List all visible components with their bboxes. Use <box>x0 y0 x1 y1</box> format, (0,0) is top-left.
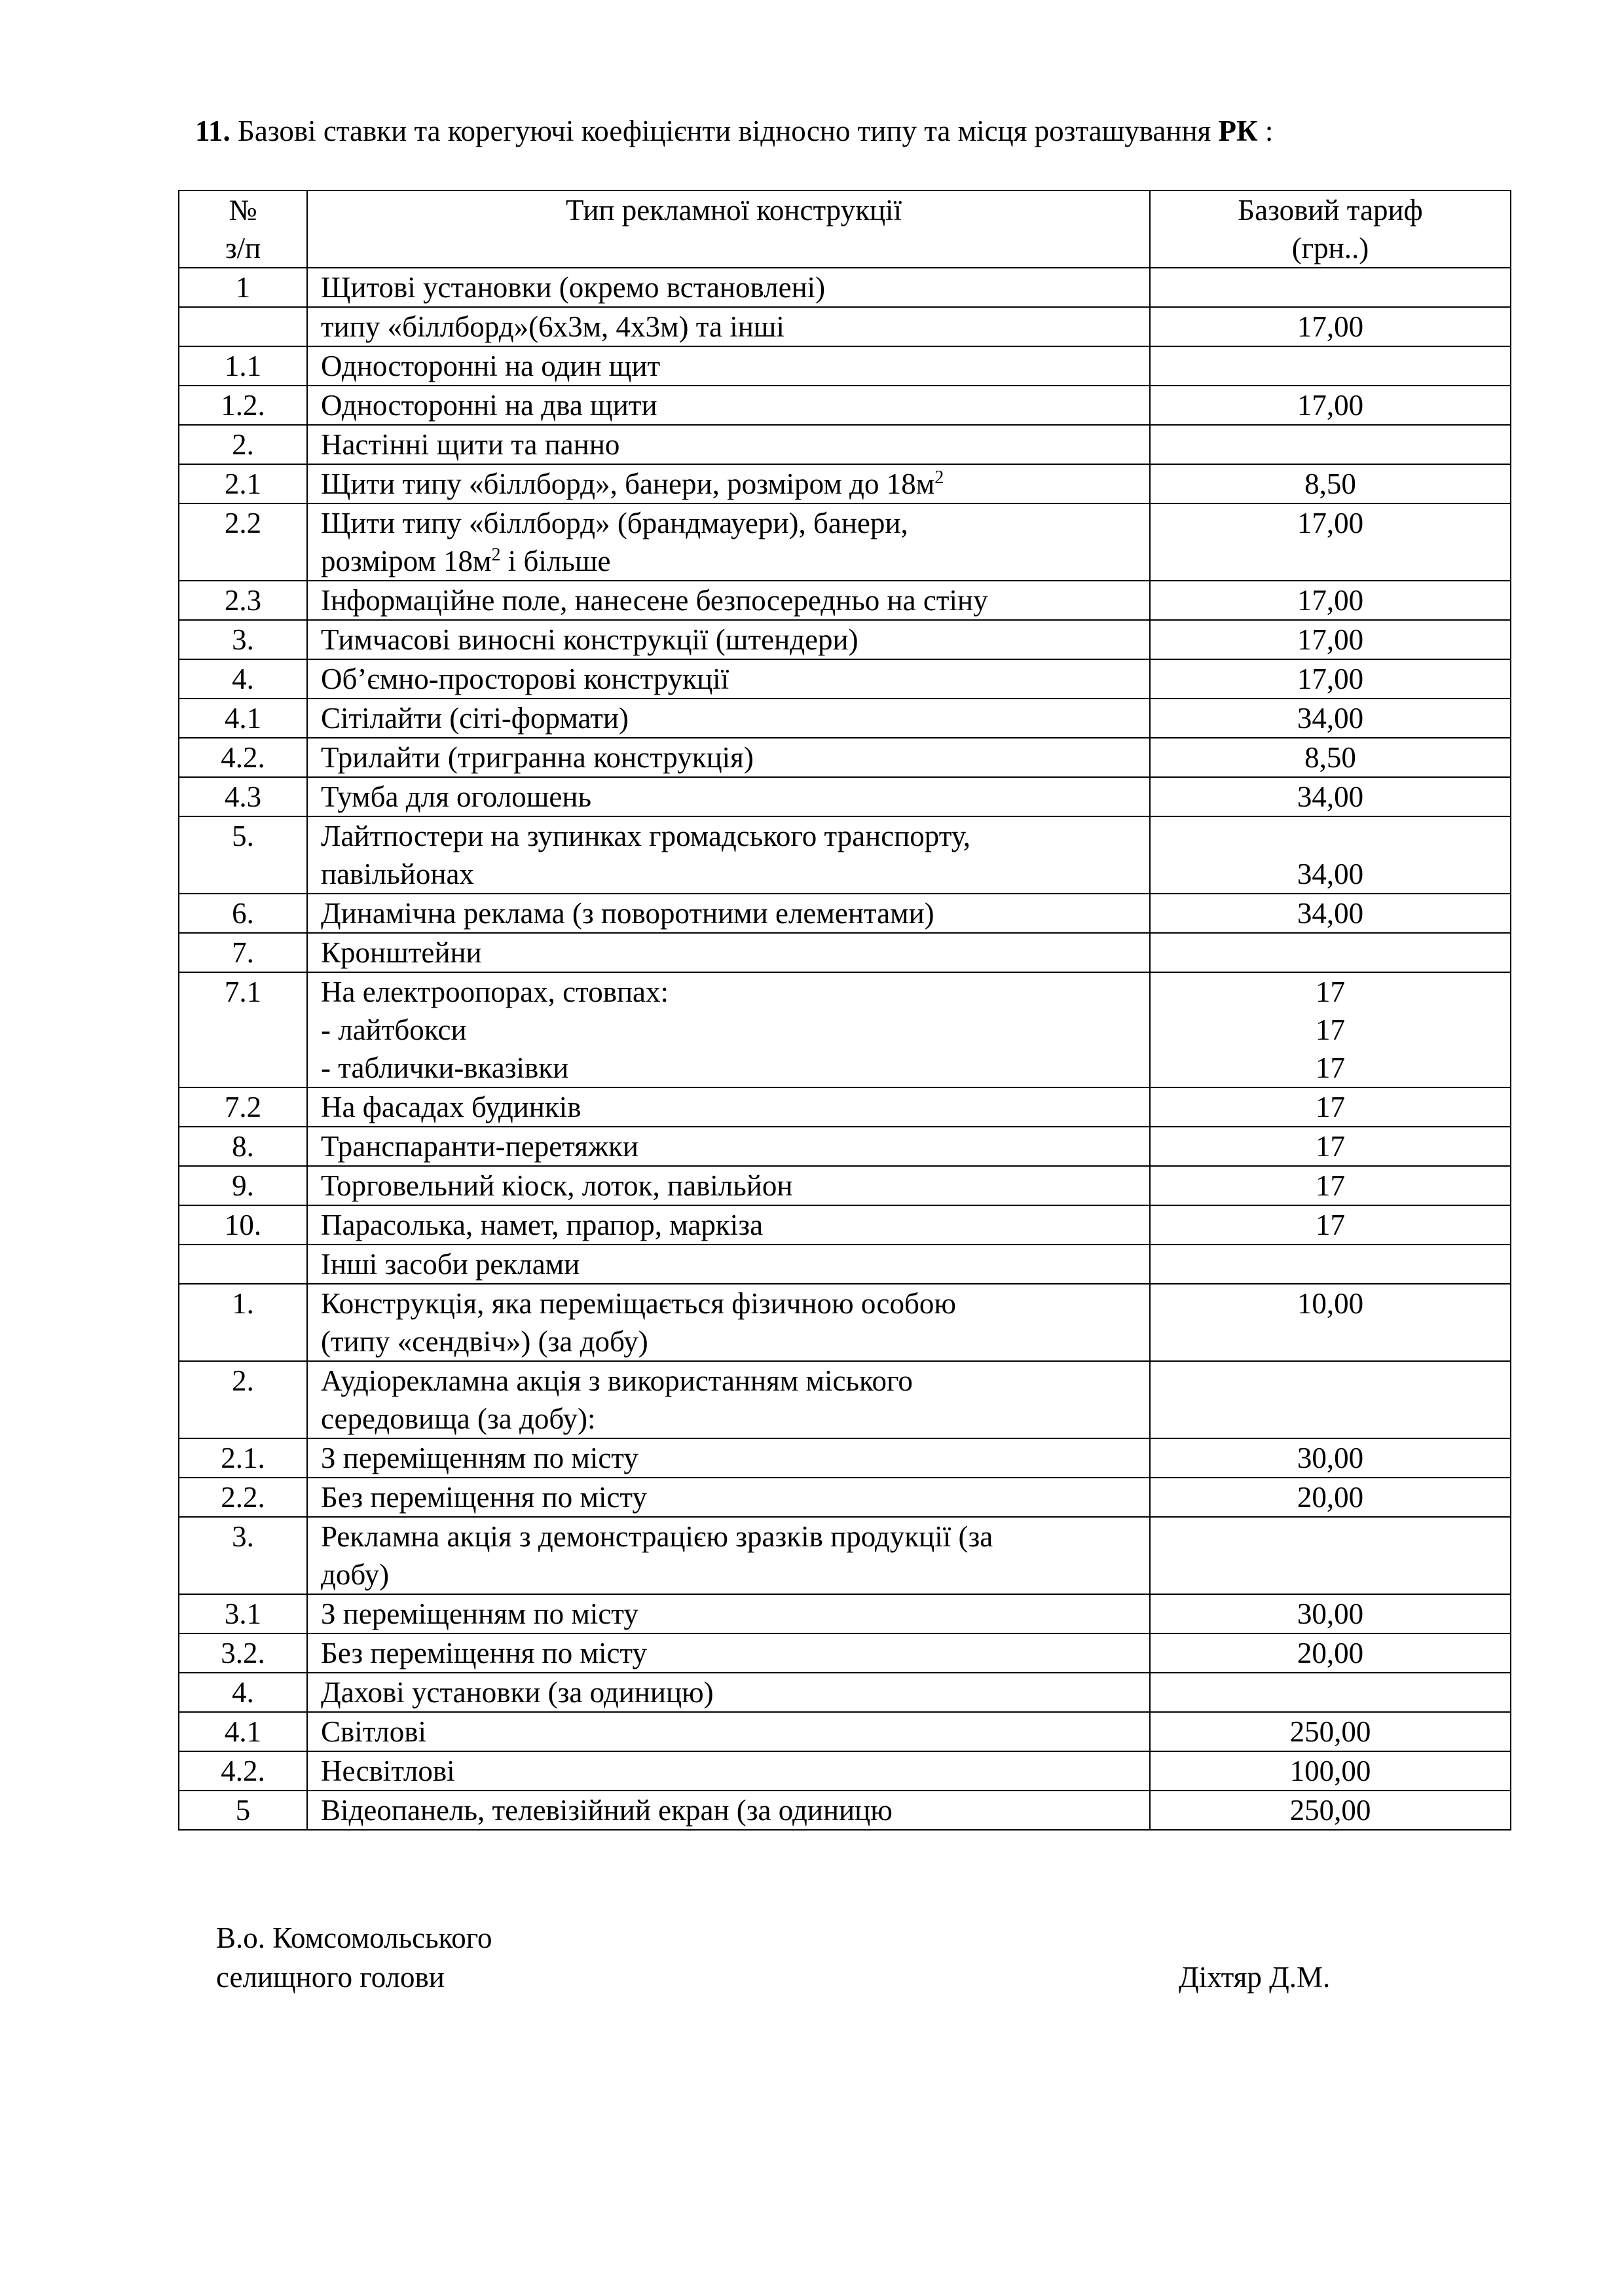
row-rate-value: 17 <box>1316 975 1345 1008</box>
table-row <box>179 386 1511 425</box>
row-type-line <box>321 386 1147 424</box>
table-row <box>179 1087 1511 1127</box>
table-row <box>179 659 1511 699</box>
row-type-line <box>321 1713 1147 1751</box>
row-rate-value: 17,00 <box>1297 507 1364 539</box>
row-type-text: Світлові <box>321 1715 427 1748</box>
signature-title-line1: В.о. Комсомольського <box>216 1922 492 1954</box>
row-type-line <box>321 1362 1147 1400</box>
row-type-line <box>321 738 1147 776</box>
row-type-line <box>321 1167 1147 1205</box>
row-rate <box>1150 1791 1511 1830</box>
row-rate-value: 17 <box>1316 1013 1345 1046</box>
row-type <box>307 1205 1150 1245</box>
row-type-line <box>321 1556 1147 1594</box>
table-row <box>179 816 1511 894</box>
row-type-line <box>321 1206 1147 1244</box>
row-type <box>307 1087 1150 1127</box>
row-type <box>307 503 1150 581</box>
superscript: 2 <box>934 467 944 488</box>
table-row <box>179 503 1511 581</box>
row-rate-value: 17 <box>1316 1051 1345 1084</box>
row-number: 4.1 <box>179 1712 307 1751</box>
row-type-line <box>321 1439 1147 1477</box>
row-type-text: розміром 18м <box>321 545 492 577</box>
row-rate-value: 30,00 <box>1297 1597 1364 1630</box>
row-type-text: Тимчасові виносні конструкції (штендери) <box>321 623 858 656</box>
row-type <box>307 1245 1150 1284</box>
row-type-text: Конструкція, яка переміщається фізичною особою <box>321 1287 956 1320</box>
row-type-text: Дахові установки (за одиницю) <box>321 1676 714 1709</box>
row-type-text: добу) <box>321 1558 390 1591</box>
row-rate <box>1150 1633 1511 1673</box>
table-row <box>179 620 1511 659</box>
header-num-line2: з/п <box>225 232 261 264</box>
heading-text: Базові ставки та корегуючі коефіцієнти відносно типу та місця розташування <box>230 115 1219 147</box>
table-row <box>179 1517 1511 1594</box>
row-rate <box>1150 777 1511 816</box>
row-type-text: Парасолька, намет, прапор, маркіза <box>321 1209 764 1241</box>
row-type-line <box>321 973 1147 1011</box>
row-number: 2.2. <box>179 1478 307 1517</box>
row-rate <box>1150 738 1511 777</box>
row-number: 1.1 <box>179 346 307 386</box>
table-body <box>179 268 1511 1830</box>
row-type-text: Щитові установки (окремо встановлені) <box>321 271 826 304</box>
row-rate <box>1150 503 1511 581</box>
row-rate <box>1150 1712 1511 1751</box>
row-number: 3. <box>179 620 307 659</box>
row-rate-value: 20,00 <box>1297 1637 1364 1669</box>
header-type: Тип рекламної конструкції <box>307 191 1150 268</box>
row-rate <box>1150 1127 1511 1166</box>
row-rate-value: 34,00 <box>1297 858 1364 890</box>
table-row <box>179 1791 1511 1830</box>
row-number: 4.2. <box>179 1751 307 1791</box>
signature-name: Діхтяр Д.М. <box>1179 1961 1331 1994</box>
row-number: 9. <box>179 1166 307 1205</box>
header-num-line1: № <box>229 194 257 227</box>
row-type-text: Односторонні на один щит <box>321 350 661 382</box>
row-rate <box>1150 1478 1511 1517</box>
row-type-text: Тумба для оголошень <box>321 780 591 813</box>
row-type <box>307 816 1150 894</box>
row-type-text: Щити типу «біллборд», банери, розміром до 18м <box>321 467 935 500</box>
row-type-text: З переміщенням по місту <box>321 1442 638 1474</box>
row-type-line <box>321 778 1147 816</box>
row-type-text: На фасадах будинків <box>321 1091 581 1123</box>
row-type-line <box>321 465 1147 503</box>
row-rate-value: 250,00 <box>1289 1794 1371 1827</box>
row-rate <box>1150 1087 1511 1127</box>
row-type <box>307 425 1150 464</box>
table-row <box>179 894 1511 933</box>
row-type-text: - лайтбокси <box>321 1013 467 1046</box>
row-type-line <box>321 1752 1147 1790</box>
row-type-text: середовища (за добу): <box>321 1402 596 1435</box>
table-row <box>179 738 1511 777</box>
row-rate-value: 20,00 <box>1297 1481 1364 1514</box>
table-row <box>179 1205 1511 1245</box>
row-type-text: Інформаційне поле, нанесене безпосередньо на стіну <box>321 584 988 617</box>
row-type <box>307 777 1150 816</box>
row-type-text: Несвітлові <box>321 1755 455 1787</box>
row-type-text: типу «біллборд»(6х3м, 4х3м) та інші <box>321 310 784 343</box>
table-row <box>179 933 1511 972</box>
signature-block <box>216 1918 492 1997</box>
row-type <box>307 346 1150 386</box>
table-row <box>179 777 1511 816</box>
row-type-line <box>321 1518 1147 1556</box>
row-type-line <box>321 542 1147 580</box>
row-type <box>307 464 1150 503</box>
table-row <box>179 1673 1511 1712</box>
signature-title-line2: селищного голови <box>216 1961 445 1994</box>
row-number: 1. <box>179 1284 307 1361</box>
row-type-line <box>321 934 1147 972</box>
table-row <box>179 464 1511 503</box>
row-rate <box>1150 268 1511 307</box>
row-rate <box>1150 386 1511 425</box>
row-type <box>307 1127 1150 1166</box>
row-type-text: Аудіорекламна акція з використанням міського <box>321 1364 913 1397</box>
row-type-text: З переміщенням по місту <box>321 1597 638 1630</box>
row-rate-value: 8,50 <box>1304 741 1356 774</box>
row-rate-value: 34,00 <box>1297 780 1364 813</box>
row-type <box>307 1712 1150 1751</box>
row-number: 4.3 <box>179 777 307 816</box>
header-rate-line1: Базовий тариф <box>1238 194 1423 227</box>
table-row <box>179 1751 1511 1791</box>
row-number: 5 <box>179 1791 307 1830</box>
row-rate-value: 34,00 <box>1297 702 1364 735</box>
row-number: 8. <box>179 1127 307 1166</box>
row-number: 5. <box>179 816 307 894</box>
row-rate <box>1150 1517 1511 1594</box>
row-type-line <box>321 1634 1147 1672</box>
heading-end: : <box>1257 115 1274 147</box>
row-rate <box>1150 933 1511 972</box>
row-rate <box>1150 425 1511 464</box>
row-type <box>307 1478 1150 1517</box>
row-number: 4.2. <box>179 738 307 777</box>
row-type-line <box>321 699 1147 737</box>
row-rate <box>1150 307 1511 346</box>
row-type <box>307 894 1150 933</box>
row-rate <box>1150 1361 1511 1438</box>
table-row <box>179 1127 1511 1166</box>
row-type-line <box>321 1400 1147 1438</box>
table-row <box>179 1712 1511 1751</box>
row-type-line <box>321 855 1147 893</box>
row-type-text: Сітілайти (сіті-формати) <box>321 702 629 735</box>
heading-suffix: РК <box>1218 115 1258 147</box>
row-type-line <box>321 1285 1147 1322</box>
row-rate-value: 30,00 <box>1297 1442 1364 1474</box>
row-type-text: Без переміщення по місту <box>321 1481 647 1514</box>
tariff-table <box>178 190 1511 1831</box>
row-type <box>307 1166 1150 1205</box>
row-type-text: Торговельний кіоск, лоток, павільйон <box>321 1169 793 1202</box>
table-row <box>179 1245 1511 1284</box>
row-type-text: Без переміщення по місту <box>321 1637 647 1669</box>
table-header-row <box>179 191 1511 268</box>
row-number: 7.2 <box>179 1087 307 1127</box>
row-type-line <box>321 1673 1147 1711</box>
row-number: 3. <box>179 1517 307 1594</box>
row-number: 10. <box>179 1205 307 1245</box>
header-rate-line2: (грн..) <box>1291 232 1369 264</box>
row-type-line <box>321 1791 1147 1829</box>
table-row <box>179 972 1511 1087</box>
document-heading <box>195 111 1273 151</box>
row-type <box>307 1361 1150 1438</box>
row-rate <box>1150 816 1511 894</box>
row-number: 7. <box>179 933 307 972</box>
row-type-text: Трилайти (тригранна конструкція) <box>321 741 754 774</box>
row-rate-value: 100,00 <box>1289 1755 1371 1787</box>
row-rate <box>1150 581 1511 620</box>
row-rate <box>1150 1751 1511 1791</box>
row-number <box>179 1245 307 1284</box>
row-number: 1.2. <box>179 386 307 425</box>
row-rate <box>1150 346 1511 386</box>
row-rate-value: 17 <box>1316 1130 1345 1163</box>
table-row <box>179 1478 1511 1517</box>
table-row <box>179 699 1511 738</box>
row-rate <box>1150 894 1511 933</box>
row-type <box>307 972 1150 1087</box>
table-row <box>179 1361 1511 1438</box>
row-type-line <box>321 1088 1147 1126</box>
row-type-line <box>321 268 1147 306</box>
row-type-text: Інші засоби реклами <box>321 1248 580 1281</box>
row-type <box>307 1594 1150 1633</box>
row-type <box>307 386 1150 425</box>
row-type-line <box>321 426 1147 464</box>
table-row <box>179 1284 1511 1361</box>
row-type-text: Кронштейни <box>321 936 482 969</box>
row-type-line <box>321 1322 1147 1360</box>
row-number: 2.2 <box>179 503 307 581</box>
table-row <box>179 1166 1511 1205</box>
row-rate-value: 17,00 <box>1297 310 1364 343</box>
row-number: 3.2. <box>179 1633 307 1673</box>
row-number: 2.1 <box>179 464 307 503</box>
row-type <box>307 1517 1150 1594</box>
row-rate-value: 17 <box>1316 1209 1345 1241</box>
row-type-text: Односторонні на два щити <box>321 389 657 422</box>
row-rate-value: 34,00 <box>1297 897 1364 930</box>
row-rate <box>1150 1205 1511 1245</box>
row-rate <box>1150 1284 1511 1361</box>
row-type <box>307 1284 1150 1361</box>
row-type <box>307 699 1150 738</box>
row-type-line <box>321 504 1147 542</box>
row-number: 6. <box>179 894 307 933</box>
row-number: 2.3 <box>179 581 307 620</box>
row-rate-value: 17,00 <box>1297 663 1364 695</box>
row-number: 2.1. <box>179 1438 307 1478</box>
header-rate <box>1150 191 1511 268</box>
row-type-line <box>321 347 1147 385</box>
row-type <box>307 1438 1150 1478</box>
row-type <box>307 933 1150 972</box>
row-type <box>307 1751 1150 1791</box>
row-type-line <box>321 894 1147 932</box>
table-row <box>179 425 1511 464</box>
row-type-text: і більше <box>500 545 611 577</box>
row-rate-value: 17,00 <box>1297 623 1364 656</box>
row-rate <box>1150 659 1511 699</box>
row-rate <box>1150 972 1511 1087</box>
table-row <box>179 1633 1511 1673</box>
row-number: 3.1 <box>179 1594 307 1633</box>
row-rate-value: 17,00 <box>1297 584 1364 617</box>
row-type <box>307 581 1150 620</box>
row-number: 7.1 <box>179 972 307 1087</box>
row-type-line <box>321 1011 1147 1049</box>
row-rate <box>1150 620 1511 659</box>
row-type-line: - таблички-вказівки <box>321 1051 569 1084</box>
row-type-line <box>321 308 1147 346</box>
row-type <box>307 268 1150 307</box>
row-rate <box>1150 1438 1511 1478</box>
row-type-line <box>321 660 1147 698</box>
table-row <box>179 268 1511 307</box>
row-type <box>307 307 1150 346</box>
row-number: 2. <box>179 425 307 464</box>
row-type-text: Щити типу «біллборд» (брандмауери), банери, <box>321 507 908 539</box>
row-type-line <box>321 1245 1147 1283</box>
row-type-text: На електроопорах, стовпах: <box>321 975 669 1008</box>
row-type-text: Відеопанель, телевізійний екран (за одиницю <box>321 1794 893 1827</box>
row-type-text: Настінні щити та панно <box>321 428 620 461</box>
row-number: 4. <box>179 1673 307 1712</box>
table-row <box>179 1594 1511 1633</box>
row-number: 2. <box>179 1361 307 1438</box>
row-type-line <box>321 621 1147 659</box>
row-type <box>307 620 1150 659</box>
row-type-text: Транспаранти-перетяжки <box>321 1130 638 1163</box>
row-rate-value: 10,00 <box>1297 1287 1364 1320</box>
row-number: 4. <box>179 659 307 699</box>
row-type-line <box>321 1595 1147 1633</box>
heading-number: 11. <box>195 115 231 147</box>
row-number: 4.1 <box>179 699 307 738</box>
table-row <box>179 346 1511 386</box>
row-type <box>307 738 1150 777</box>
row-rate <box>1150 1673 1511 1712</box>
table-row <box>179 307 1511 346</box>
row-type-text: (типу «сендвіч») (за добу) <box>321 1325 648 1358</box>
row-number: 1 <box>179 268 307 307</box>
row-type-text: павільйонах <box>321 858 474 890</box>
row-rate-value: 250,00 <box>1289 1715 1371 1748</box>
row-rate <box>1150 464 1511 503</box>
row-type <box>307 1673 1150 1712</box>
row-rate <box>1150 1245 1511 1284</box>
row-type-text: Динамічна реклама (з поворотними елементами) <box>321 897 934 930</box>
table-row <box>179 581 1511 620</box>
row-type <box>307 659 1150 699</box>
row-type-line <box>321 1127 1147 1165</box>
row-type-text: Об’ємно-просторові конструкції <box>321 663 729 695</box>
row-number <box>179 307 307 346</box>
table-row <box>179 1438 1511 1478</box>
row-rate <box>1150 1594 1511 1633</box>
row-type-line <box>321 581 1147 619</box>
row-rate-value: 8,50 <box>1304 467 1356 500</box>
row-rate <box>1150 699 1511 738</box>
row-type <box>307 1633 1150 1673</box>
row-rate-value: 17 <box>1316 1169 1345 1202</box>
row-type <box>307 1791 1150 1830</box>
superscript: 2 <box>491 545 501 565</box>
row-rate-value: 17,00 <box>1297 389 1364 422</box>
row-type-text: Лайтпостери на зупинках громадського транспорту, <box>321 820 971 852</box>
row-type-line <box>321 817 1147 855</box>
row-rate <box>1150 1166 1511 1205</box>
row-type-text: Рекламна акція з демонстрацією зразків продукції (за <box>321 1520 993 1553</box>
row-type-line <box>321 1478 1147 1516</box>
header-num <box>179 191 307 268</box>
row-rate-value: 17 <box>1316 1091 1345 1123</box>
